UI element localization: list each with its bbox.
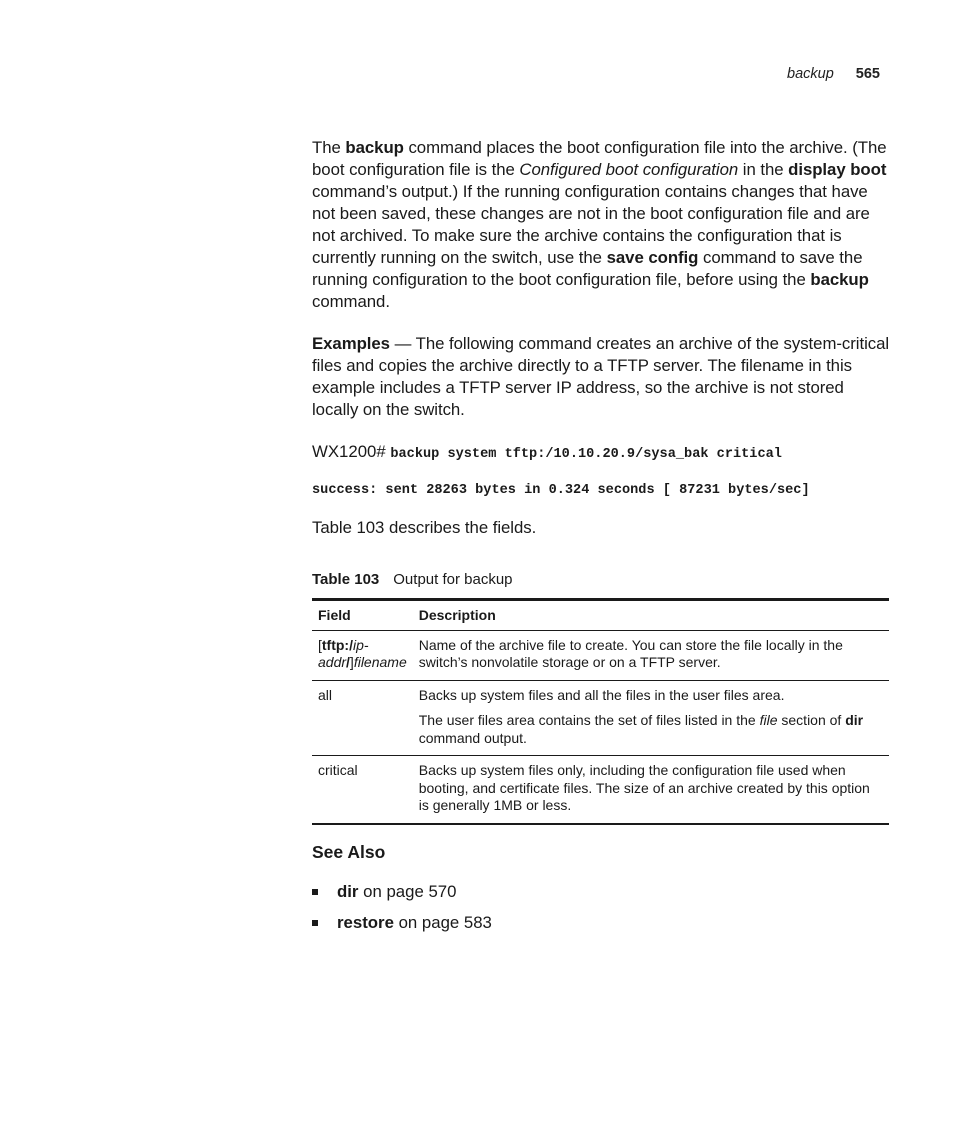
see-also-heading: See Also [312, 841, 386, 862]
field-cell: critical [312, 756, 413, 824]
text-run: command to save the running configuration to the boot configuration file, before using the [312, 248, 863, 289]
text-run: section of [777, 712, 846, 728]
text-run: / [346, 654, 350, 670]
description-line: Backs up system files and all the files in the user files area. [418, 686, 785, 703]
table-row [312, 680, 889, 756]
field-cell [312, 630, 413, 680]
list-item [312, 912, 892, 934]
examples-text: — The following command creates an archive of the system-critical files and copies the archive directly to a TFTP server. The filename in this example includes a TFTP server IP address, so the archive is not stored locally on the switch. [312, 334, 890, 419]
command-name-save-config: save config [606, 248, 699, 267]
cli-command: backup system tftp:/10.10.20.9/sysa_bak critical [390, 447, 782, 462]
cross-reference-link[interactable]: dir [337, 881, 359, 901]
text-run: ip-addr [318, 636, 369, 670]
table-caption-number: Table 103 [312, 571, 380, 588]
description-cell: Backs up system files only, including the configuration file used when booting, and certificate files. The size of an archive created by this option is generally 1MB or less. [413, 756, 889, 824]
command-name-display-boot: display boot [788, 160, 887, 179]
text-run: [ [318, 636, 322, 653]
field-cell: all [312, 680, 413, 756]
table-intro: Table 103 describes the fields. [312, 518, 537, 537]
text-run: The [312, 138, 346, 157]
command-name-backup: backup [345, 138, 404, 157]
page-number: 565 [855, 66, 880, 82]
text-run: The user files area contains the set of files listed in the [418, 712, 760, 728]
text-run: in the [738, 160, 789, 179]
column-header-field: Field [312, 600, 413, 631]
output-fields-table [312, 598, 889, 825]
example-output-line [312, 478, 892, 502]
text-run: tftp:/ [321, 636, 353, 653]
see-also-list [312, 881, 892, 934]
examples-paragraph [312, 333, 892, 421]
italic-term: Configured boot configuration [519, 160, 739, 179]
square-bullet-icon [312, 889, 318, 895]
text-run: command output. [418, 729, 527, 746]
text-run: file [759, 712, 778, 728]
main-content [312, 137, 892, 943]
square-bullet-icon [312, 920, 318, 926]
table-header-row [312, 600, 889, 631]
page-header [787, 66, 880, 82]
table-caption-title: Output for backup [393, 571, 513, 588]
table-caption [312, 571, 892, 588]
page-reference: on page 570 [358, 881, 457, 901]
description-line [419, 712, 883, 747]
examples-label: Examples [312, 334, 390, 353]
cli-prompt: WX1200# [312, 442, 391, 461]
description-cell [413, 680, 889, 756]
text-run: command places the boot configuration file into the archive. (The boot configuration file is the [312, 138, 887, 179]
text-run: dir [845, 712, 864, 728]
text-run: filename [353, 654, 407, 670]
example-command-line [312, 441, 892, 466]
text-run: command’s output.) If the running configuration contains changes that have not been saved, these changes are not in the boot configuration file and are not archived. To make sure the archive contains the configuration that is currently running on the switch, use the [312, 182, 870, 267]
list-item [312, 881, 892, 903]
cli-output: success: sent 28263 bytes in 0.324 seconds [ 87231 bytes/sec] [312, 483, 810, 498]
cross-reference-link[interactable]: restore [337, 912, 394, 932]
table-row [312, 756, 889, 824]
description-cell: Name of the archive file to create. You can store the file locally in the switch’s nonvolatile storage or on a TFTP server. [413, 630, 889, 680]
table-row [312, 630, 889, 680]
command-name-backup: backup [810, 270, 869, 289]
intro-paragraph [312, 137, 892, 313]
column-header-description: Description [413, 600, 889, 631]
text-run: command. [312, 292, 390, 311]
page-reference: on page 583 [393, 912, 492, 932]
text-run: ] [349, 654, 354, 670]
running-header-section: backup [787, 66, 834, 82]
